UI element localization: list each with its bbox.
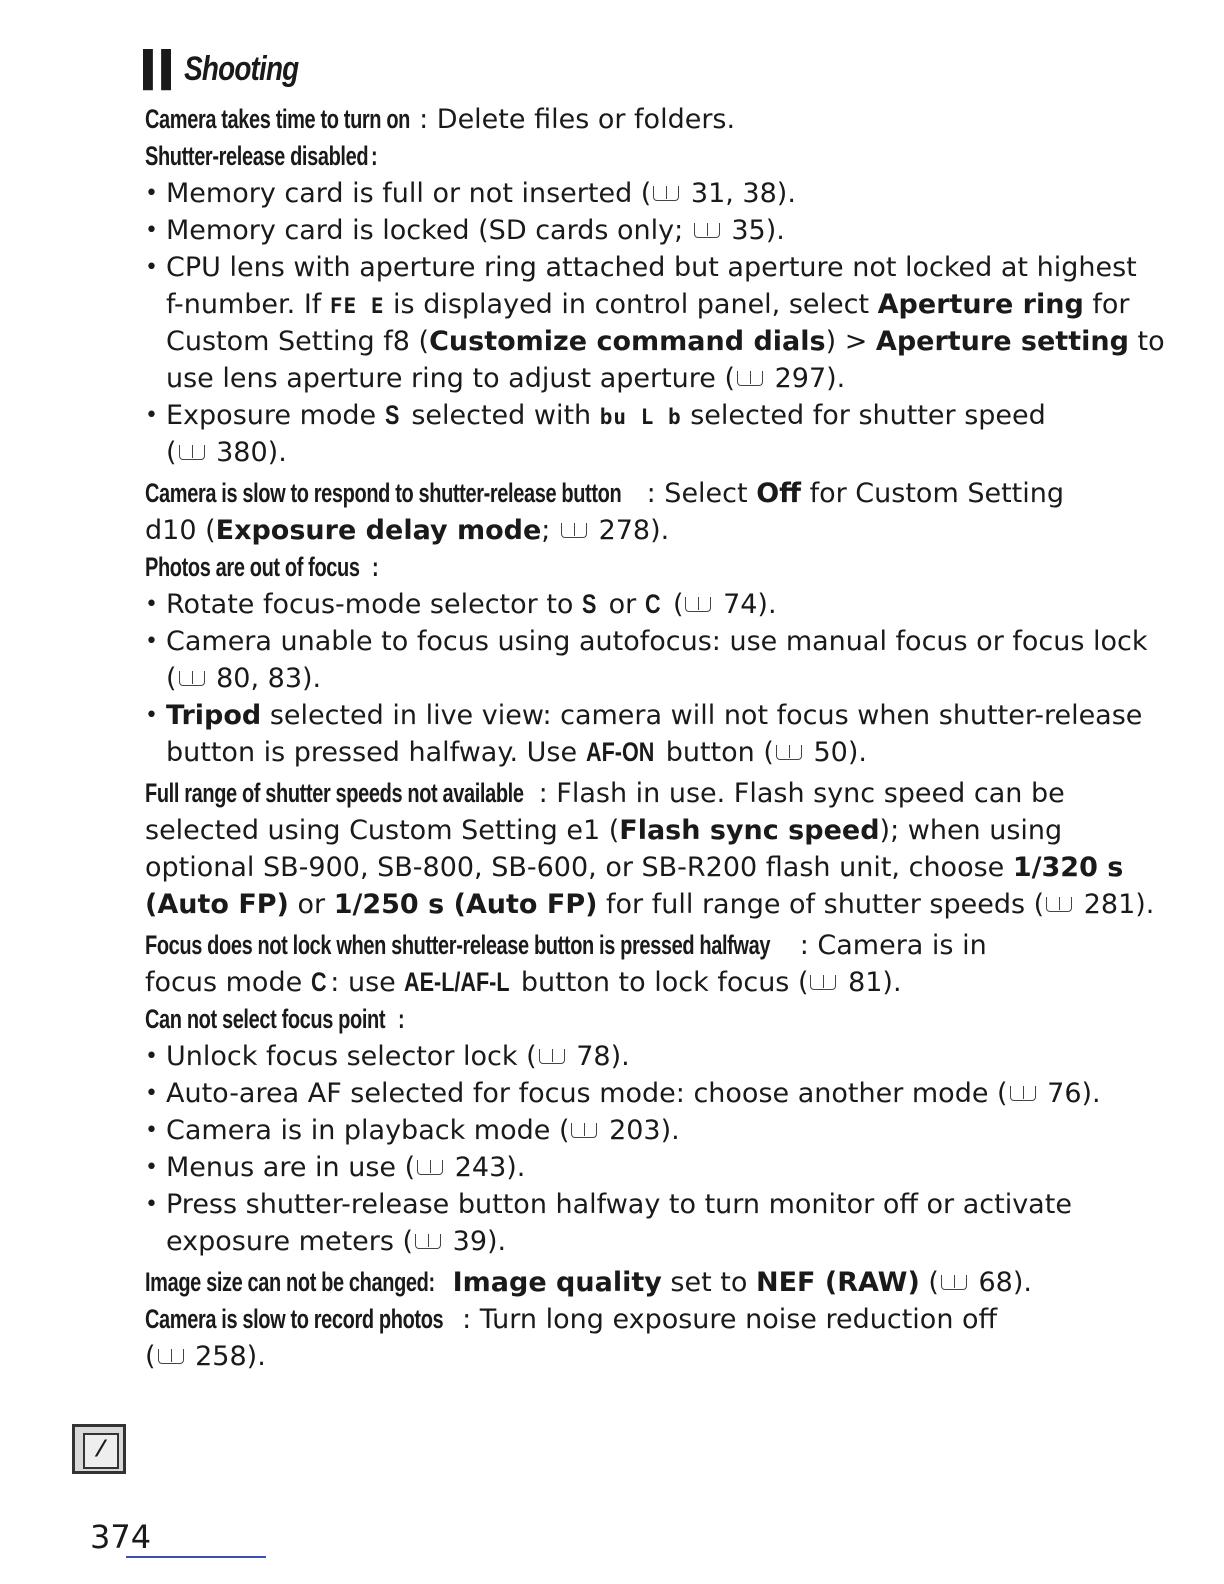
list-item: • Press shutter-release button halfway to turn monitor off or activate — [145, 1189, 1072, 1220]
list-item: • CPU lens with aperture ring attached but aperture not locked at highest — [145, 252, 1137, 283]
troubleshooting-content: Camera takes time to turn on : Delete files or folders. Shutter-release disabled: • Memory card is full or not inserted ( 31, 38). • Memory card is locked (SD cards only; 35). • CPU lens with aperture ring attached but aperture not locked at highest f-number. If FE E is displayed in control panel, select Aperture ring for Custom Setting f8 (Customize command dials) > Aperture setting to use lens aperture ring to adjust aperture ( 297). • Exposure mode S selected with bu L b selected for shutter speed ( 380). Camera is slow to respond to shutter-release button : Select Off for Custom Setting d10 (Exposure delay mode; 278). Photos are out of focus : • Rotate focus-mode selector to S or C ( 74). • Camera unable to focus using autofocus: use manual focus or focus lock ( 80, 83). • Tripod selected in live view: camera will not focus when shutter-release button is pressed halfway. Use AF-ON button ( 50). Full range of shutter speeds not available : Flash in use. Flash sync speed can be selected using Custom Setting e1 (Flash sync speed); when using optional SB-900, SB-800, SB-600, or SB-R200 flash unit, choose 1/320 s (Auto FP) or 1/250 s (Auto FP) for full range of shutter speeds ( 281). Focus does not lock when shutter-release button is pressed halfway : Camera is in focus mode C : use AE-L/AF-L button to lock focus ( 81). Can not select focus point : • Unlock focus selector lock ( 78). • Auto-area AF selected for focus mode: choose another mode ( 76). • Camera is in playback mode ( 203). • Menus are in use ( 243). • Press shutter-release button halfway to turn monitor off or activate exposure meters ( 39). Image size can not be changed: Image quality set to NEF (RAW) ( 68). Camera is slow to record photos : Turn long exposure noise reduction off ( 258). — [145, 101, 1095, 1375]
entry-focus-point-heading: Can not select focus point : — [145, 1004, 404, 1034]
book-icon — [417, 1160, 443, 1175]
lcd-fee-symbol: FE E — [329, 294, 385, 318]
footer-rule — [126, 1556, 266, 1558]
section-marker-icon: ▌▌ — [143, 50, 180, 88]
entry-shutter-disabled-heading: Shutter-release disabled: — [145, 141, 377, 171]
entry-out-of-focus-heading: Photos are out of focus : — [145, 552, 379, 582]
entry-slow-respond: Camera is slow to respond to shutter-release button : Select Off for Custom Setting — [145, 478, 1065, 509]
entry-shutter-speeds: Full range of shutter speeds not available : Flash in use. Flash sync speed can be — [145, 778, 1065, 809]
entry-slow-record: Camera is slow to record photos : Turn long exposure noise reduction off — [145, 1304, 998, 1335]
entry-image-size: Image size can not be changed: Image quality set to NEF (RAW) ( 68). — [145, 1267, 1032, 1298]
book-icon — [776, 745, 802, 760]
book-icon — [179, 445, 205, 460]
list-item: • Rotate focus-mode selector to S or C ( 74). — [145, 589, 777, 620]
entry-turn-on: Camera takes time to turn on : Delete files or folders. — [145, 104, 736, 135]
wrench-icon: ⁄ — [83, 1433, 119, 1469]
list-item: • Tripod selected in live view: camera will not focus when shutter-release — [145, 700, 1143, 731]
list-item: • Memory card is full or not inserted ( 31, 38). — [145, 178, 796, 209]
book-icon — [1046, 897, 1072, 912]
book-icon — [179, 671, 205, 686]
section-title: ▌▌ Shooting — [143, 50, 299, 88]
book-icon — [694, 223, 720, 238]
book-icon — [561, 523, 587, 538]
lcd-bulb-symbol: bu L b — [599, 405, 682, 429]
list-item: • Menus are in use ( 243). — [145, 1152, 526, 1183]
book-icon — [158, 1349, 184, 1364]
page-number: 374 — [90, 1518, 152, 1556]
list-item: • Camera unable to focus using autofocus: use manual focus or focus lock — [145, 626, 1148, 657]
book-icon — [1010, 1086, 1036, 1101]
book-icon — [415, 1234, 441, 1249]
book-icon — [810, 975, 836, 990]
book-icon — [653, 186, 679, 201]
list-item: • Camera is in playback mode ( 203). — [145, 1115, 680, 1146]
list-item: • Memory card is locked (SD cards only; 35). — [145, 215, 785, 246]
list-item: • Unlock focus selector lock ( 78). — [145, 1041, 630, 1072]
book-icon — [941, 1275, 967, 1290]
troubleshooting-tab-icon — [72, 1424, 126, 1474]
book-icon — [571, 1123, 597, 1138]
book-icon — [737, 371, 763, 386]
list-item: • Exposure mode S selected with bu L b selected for shutter speed — [145, 400, 1046, 431]
list-item: • Auto-area AF selected for focus mode: choose another mode ( 76). — [145, 1078, 1101, 1109]
book-icon — [539, 1049, 565, 1064]
book-icon — [685, 597, 711, 612]
entry-focus-lock: Focus does not lock when shutter-release button is pressed halfway : Camera is in — [145, 930, 987, 961]
